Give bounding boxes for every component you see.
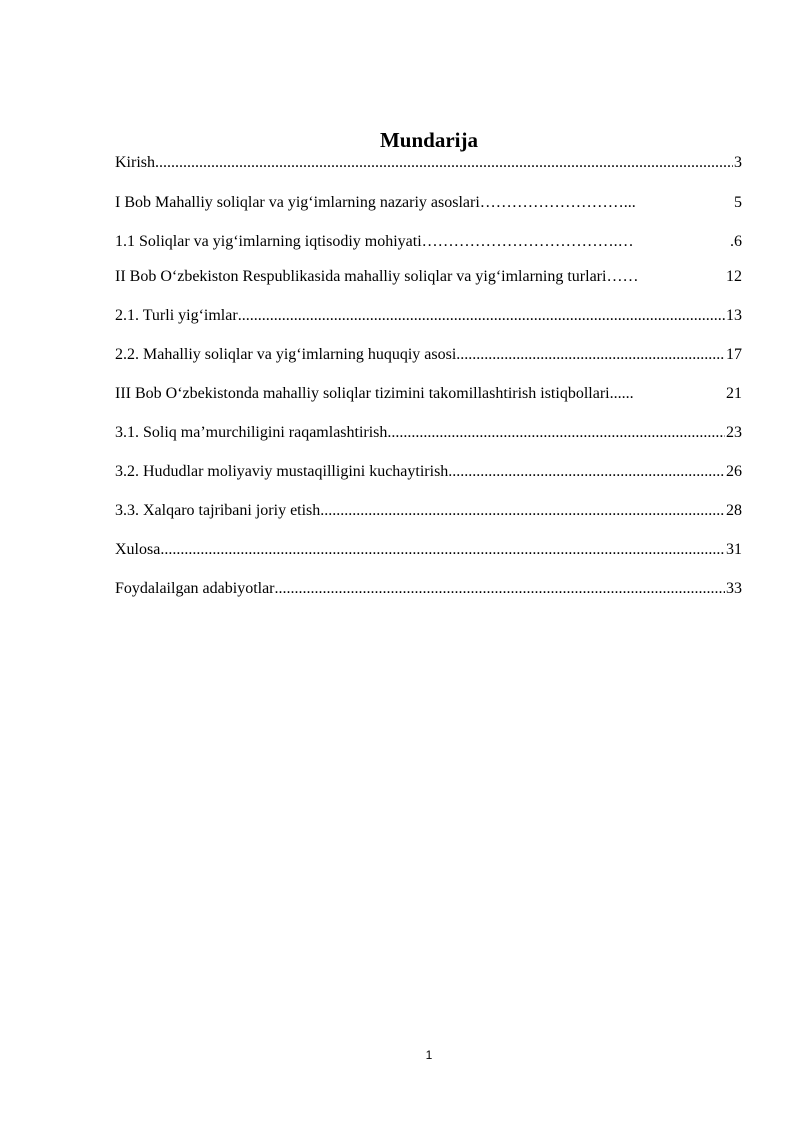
toc-entry-label: 1.1 Soliqlar va yig‘imlarning iqtisodiy mohiyati……………………………….… [115,233,634,250]
toc-entry[interactable] [115,231,742,253]
toc-entry-page-number: 13 [726,307,742,324]
page-number: 1 [425,1048,433,1062]
toc-entry-label: III Bob O‘zbekistonda mahalliy soliqlar tizimini takomillashtirish istiqbollari...... [115,385,634,402]
toc-entry-page-number: .6 [730,233,742,250]
toc-dot-leader [155,152,733,174]
toc-entry[interactable] [115,539,742,561]
toc-entry[interactable] [115,266,742,288]
toc-entry-label: 2.1. Turli yig‘imlar [115,307,238,324]
toc-entry-label: 2.2. Mahalliy soliqlar va yig‘imlarning huquqiy asosi [115,346,457,363]
toc-entry[interactable] [115,305,742,327]
toc-entry-label: I Bob Mahalliy soliqlar va yig‘imlarning nazariy asoslari………………………... [115,194,636,211]
toc-entry-label: Kirish [115,154,155,171]
toc-entry-page-number: 28 [726,502,742,519]
toc-entry[interactable] [115,383,742,405]
toc-entry[interactable] [115,500,742,522]
toc-entry-page-number: 33 [726,580,742,597]
toc-entry-page-number: 12 [726,268,742,285]
toc-entry[interactable] [115,578,742,600]
toc-entry-label: Xulosa [115,541,161,558]
toc-entry[interactable] [115,461,742,483]
toc-entry-label: 3.1. Soliq ma’murchiligini raqamlashtirish [115,424,388,441]
toc-entry-label: 3.3. Xalqaro tajribani joriy etish [115,502,321,519]
toc-entry-page-number: 5 [734,194,742,211]
toc-entry-page-number: 17 [726,346,742,363]
toc-dot-leader [456,344,725,366]
toc-entry-label: 3.2. Hududlar moliyaviy mustaqilligini kuchaytirish [115,463,449,480]
toc-dot-leader [320,500,725,522]
toc-entry[interactable] [115,422,742,444]
toc-entry-label: Foydalailgan adabiyotlar [115,580,275,597]
toc-entry-page-number: 3 [734,154,742,171]
toc-dot-leader [238,305,725,327]
toc-entry-page-number: 21 [726,385,742,402]
toc-entry-page-number: 23 [726,424,742,441]
toc-entry-page-number: 31 [726,541,742,558]
toc-dot-leader [275,578,725,600]
toc-entry-page-number: 26 [726,463,742,480]
toc-entry[interactable] [115,192,742,214]
toc-entry-label: II Bob O‘zbekiston Respublikasida mahalliy soliqlar va yig‘imlarning turlari…… [115,268,639,285]
page-title: Mundarija [379,128,478,152]
toc-dot-leader [160,539,725,561]
toc-entry[interactable] [115,152,742,174]
toc-entry[interactable] [115,344,742,366]
toc-dot-leader [448,461,725,483]
toc-dot-leader [387,422,725,444]
